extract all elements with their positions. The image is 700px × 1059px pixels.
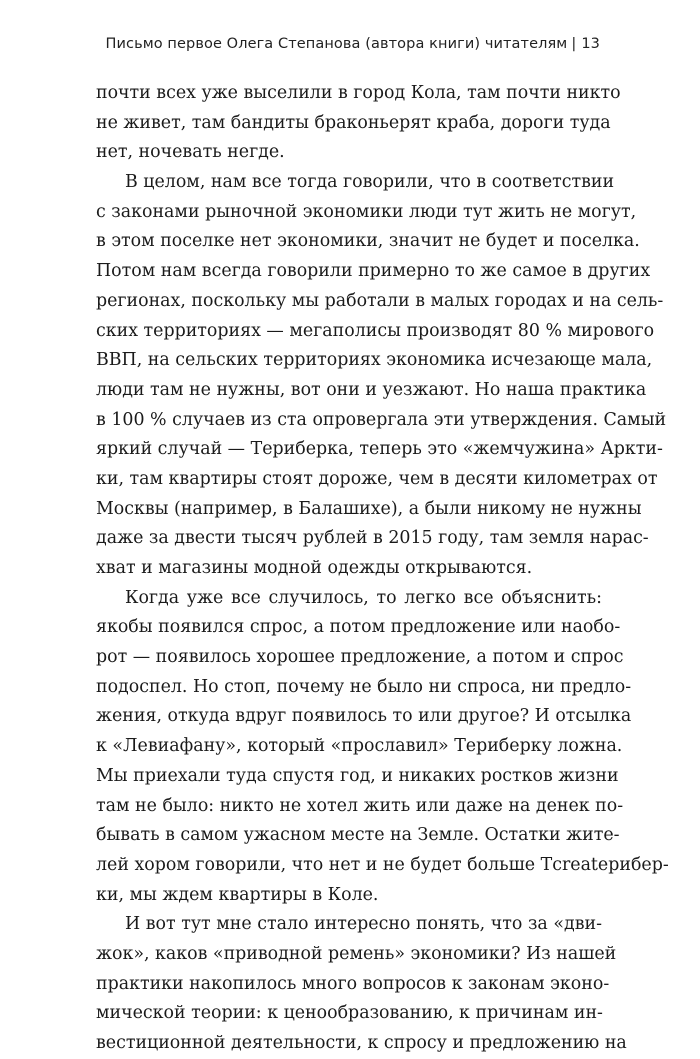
paragraph (96, 910, 627, 1058)
text-line: там не было: никто не хотел жить или даже на денек по- (96, 795, 624, 816)
text-line: люди там не нужны, вот они и уезжают. Но наша практика (96, 379, 647, 400)
text-line: В целом, нам все тогда говорили, что в соответствии (125, 172, 615, 193)
running-header (105, 36, 600, 52)
body-text (96, 79, 669, 1059)
text-line: в этом поселке нет экономики, значит не будет и поселка. (96, 231, 640, 252)
running-title: Письмо первое Олега Степанова (автора книги) читателям (105, 36, 568, 52)
text-line: ки, мы ждем квартиры в Коле. (96, 884, 379, 905)
text-line: вестиционной деятельности, к спросу и предложению на (96, 1033, 627, 1053)
paragraph (96, 168, 667, 584)
text-line: практики накопилось много вопросов к законам эконо- (96, 973, 610, 994)
text-line: ВВП, на сельских территориях экономика исчезающе мала, (96, 350, 653, 371)
header-separator: | (571, 36, 577, 52)
text-line: не живет, там бандиты браконьерят краба, дороги туда (96, 112, 611, 133)
text-line: ки, там квартиры стоят дороже, чем в десяти километрах от (96, 468, 658, 489)
text-line: Мы приехали туда спустя год, и никаких ростков жизни (96, 765, 619, 786)
text-line: Потом нам всегда говорили примерно то же самое в других (96, 261, 651, 282)
text-line: жок», каков «приводной ремень» экономики? Из нашей (96, 943, 617, 964)
paragraph (96, 79, 621, 168)
text-line: почти всех уже выселили в город Кола, там почти никто (96, 83, 621, 103)
text-line: рот — появилось хорошее предложение, а потом и спрос (96, 647, 624, 668)
text-line: Москвы (например, в Балашихе), а были никому не нужны (96, 498, 642, 519)
text-line: с законами рыночной экономики люди тут жить не могут, (96, 201, 637, 222)
text-line: нет, ночевать негде. (96, 142, 285, 163)
text-line: Когда уже все случилось, то легко все объяснить: (125, 587, 602, 608)
page-number: 13 (581, 36, 600, 52)
text-line: мической теории: к ценообразованию, к причинам ин- (96, 1003, 603, 1024)
text-line: лей хором говорили, что нет и не будет больше Тcreateрибер- (96, 854, 669, 875)
text-line: ских территориях — мегаполисы производят 80 % мирового (96, 320, 655, 341)
text-line: даже за двести тысяч рублей в 2015 году, там земля нарас- (96, 528, 649, 549)
text-line: в 100 % случаев из ста опровергала эти утверждения. Самый (96, 409, 667, 430)
text-line: И вот тут мне стало интересно понять, что за «дви- (125, 914, 602, 935)
text-line: хват и магазины модной одежды открываются. (96, 558, 533, 578)
paragraph (96, 584, 669, 911)
text-line: к «Левиафану», который «прославил» Териберку ложна. (96, 736, 623, 757)
text-line: якобы появился спрос, а потом предложение или наобо- (96, 617, 621, 638)
text-line: подоспел. Но стоп, почему не было ни спроса, ни предло- (96, 676, 632, 697)
text-line: яркий случай — Териберка, теперь это «жемчужина» Аркти- (96, 439, 663, 460)
text-line: регионах, поскольку мы работали в малых городах и на сель- (96, 290, 664, 311)
text-line: бывать в самом ужасном месте на Земле. Остатки жите- (96, 825, 620, 846)
text-line: жения, откуда вдруг появилось то или другое? И отсылка (96, 706, 632, 727)
